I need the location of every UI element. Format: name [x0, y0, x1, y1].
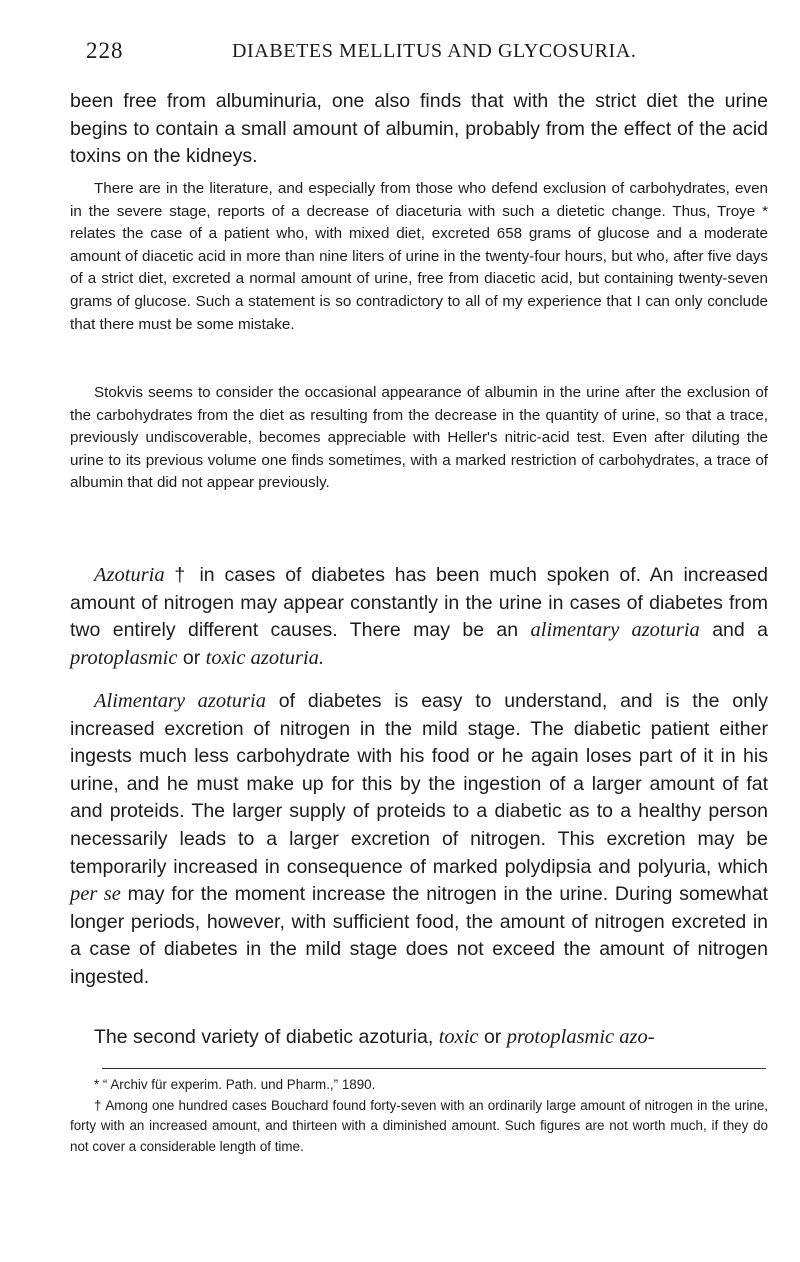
- italic-term: Azoturia: [94, 564, 165, 586]
- paragraph-text: Stokvis seems to consider the occasional appearance of albumin in the urine after the exclusion of the carbohydrates from the diet as resulting from the decrease in the quantity of urine, so that a trace, previously undiscoverable, becomes appreciable with Heller's nitric-acid test. Even after diluting the urine to its previous volume one finds sometimes, with a marked restriction of carbohydrates, a trace of albumin that did not appear previously.: [70, 384, 768, 492]
- running-title: DIABETES MELLITUS AND GLYCOSURIA.: [232, 40, 637, 62]
- italic-term: protoplasmic: [70, 646, 178, 669]
- text-run: The second variety of diabetic azoturia,: [94, 1026, 439, 1048]
- page-number: 228: [86, 38, 124, 63]
- italic-term: toxic: [438, 1026, 479, 1048]
- text-run: or: [478, 1026, 507, 1048]
- italic-term: protoplasmic azo-: [506, 1026, 655, 1048]
- text-run: may for the moment increase the nitrogen in the urine. During somewhat longer periods, however, with sufficient food, the amount of nitrogen excreted in a case of diabetes in the mild stage does not exceed the amount of nitrogen ingested.: [70, 883, 768, 988]
- text-run: in cases of diabetes has been much spoken of. An increased amount of nitrogen may appear constantly in the urine in cases of diabetes from two entirely different causes. There may be an: [70, 564, 768, 642]
- paragraph-toxic-azoturia: [70, 1024, 768, 1052]
- footnote-archiv: * “ Archiv für experim. Path. und Pharm.,” 1890.: [94, 1077, 376, 1092]
- footnotes: [70, 1075, 768, 1157]
- text-run: of diabetes is easy to understand, and is the only increased excretion of nitrogen in the mild stage. The diabetic patient either ingests much less carbohydrate with his food or he again loses part of it in his urine, and he must make up for this by the ingestion of a larger amount of fat and proteids. The larger supply of proteids to a diabetic as to a healthy person necessarily leads to a larger excretion of nitrogen. This excretion may be temporarily increased in consequence of marked polydipsia and polyuria, which: [70, 690, 768, 878]
- paragraph-text: [70, 688, 768, 992]
- italic-term: alimentary azoturia: [530, 619, 700, 642]
- paragraph-text: been free from albuminuria, one also finds that with the strict diet the urine begins to contain a small amount of albumin, probably from the effect of the acid toxins on the kidneys.: [70, 90, 768, 168]
- paragraph-text: [70, 562, 768, 672]
- running-head: [86, 38, 706, 68]
- paragraph-albuminuria: [70, 88, 768, 171]
- footnote-bouchard: † Among one hundred cases Bouchard found forty-seven with an ordinarily large amount of nitrogen in the urine, forty with an increased amount, and thirteen with a diminished amount. Such figures are not worth much, if they do not cover a considerable length of time.: [70, 1097, 768, 1154]
- paragraph-alimentary-azoturia: [70, 688, 768, 992]
- text-run: or: [177, 646, 206, 669]
- footnote-rule: [102, 1068, 766, 1069]
- italic-term: per se: [70, 883, 121, 906]
- paragraph-azoturia: [70, 562, 768, 672]
- text-run: and a: [699, 619, 768, 642]
- paragraph-troye: [70, 178, 768, 336]
- italic-term: toxic azoturia.: [205, 646, 325, 669]
- paragraph-text: [70, 1024, 768, 1052]
- footnote-mark: †: [164, 564, 200, 586]
- paragraph-stokvis: [70, 382, 768, 495]
- italic-term: Alimentary azoturia: [94, 690, 266, 712]
- paragraph-text: There are in the literature, and especially from those who defend exclusion of carbohydrates, even in the severe stage, reports of a decrease of diaceturia with such a dietetic change. Thus, Troye * relates the case of a patient who, with mixed diet, excreted 658 grams of glucose and a moderate amount of diacetic acid in more than nine liters of urine in the twenty-four hours, but who, after five days of a strict diet, excreted a normal amount of urine, free from diacetic acid, but containing twenty-seven grams of glucose. Such a statement is so contradictory to all of my experience that I can only conclude that there must be some mistake.: [70, 180, 768, 333]
